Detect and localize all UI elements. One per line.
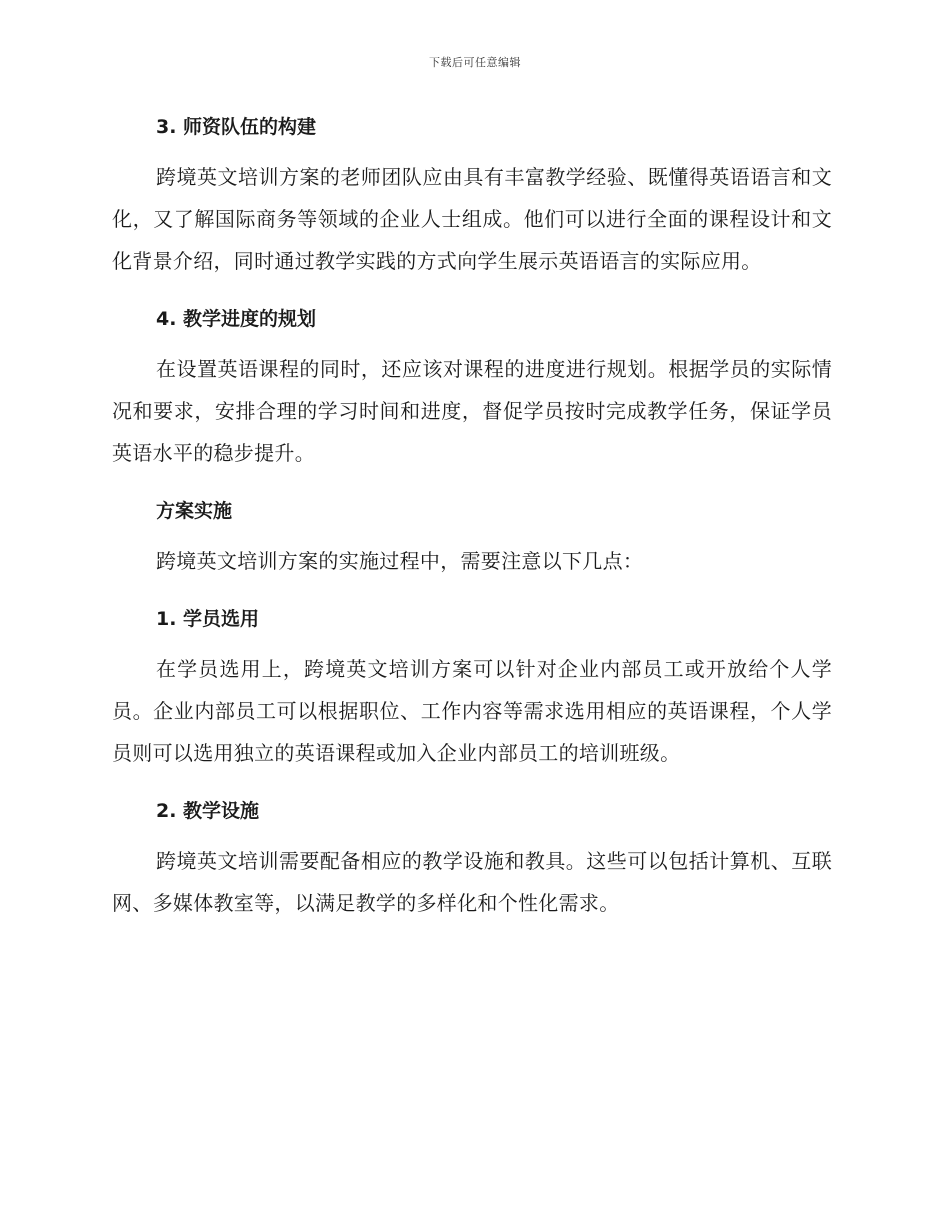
- section-paragraph-facilities: 跨境英文培训需要配备相应的教学设施和教具。这些可以包括计算机、互联网、多媒体教室等，以满足教学的多样化和个性化需求。: [112, 849, 832, 915]
- header-note: 下载后可任意编辑: [429, 56, 521, 69]
- section-paragraph-student-selection: 在学员选用上，跨境英文培训方案可以针对企业内部员工或开放给个人学员。企业内部员工可以根据职位、工作内容等需求选用相应的英语课程，个人学员则可以选用独立的英语课程或加入企业内部员工的培训班级。: [112, 657, 832, 765]
- section-heading-student-selection: 1. 学员选用: [156, 608, 260, 630]
- section-paragraph-faculty: 跨境英文培训方案的老师团队应由具有丰富教学经验、既懂得英语语言和文化，又了解国际商务等领域的企业人士组成。他们可以进行全面的课程设计和文化背景介绍，同时通过教学实践的方式向学生展示英语语言的实际应用。: [112, 165, 832, 273]
- section-heading-facilities: 2. 教学设施: [156, 800, 260, 822]
- section-heading-implementation: 方案实施: [156, 500, 233, 522]
- section-paragraph-schedule: 在设置英语课程的同时，还应该对课程的进度进行规划。根据学员的实际情况和要求，安排合理的学习时间和进度，督促学员按时完成教学任务，保证学员英语水平的稳步提升。: [112, 357, 832, 465]
- document-body: [112, 112, 832, 924]
- section-heading-faculty: 3. 师资队伍的构建: [156, 116, 317, 138]
- section-heading-schedule: 4. 教学进度的规划: [156, 308, 317, 330]
- section-paragraph-implementation: 跨境英文培训方案的实施过程中，需要注意以下几点：: [156, 549, 644, 573]
